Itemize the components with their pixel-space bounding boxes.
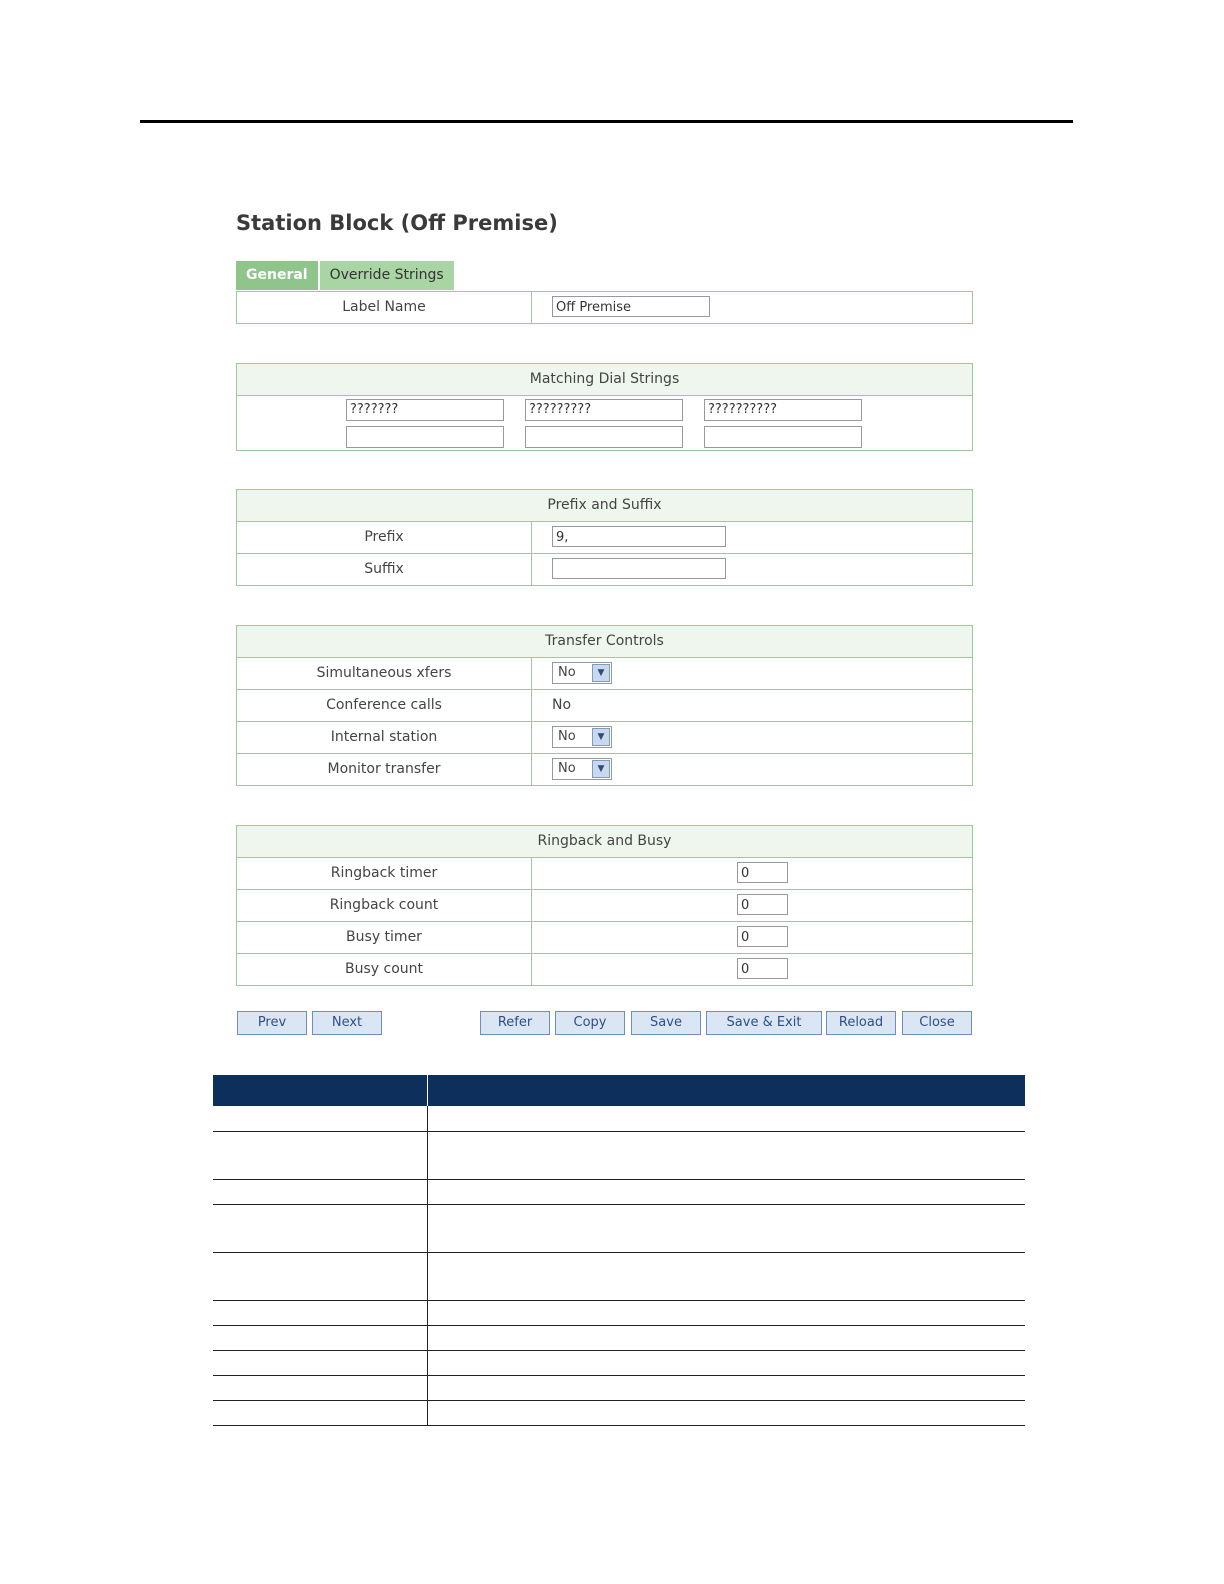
save-button[interactable]: Save bbox=[631, 1011, 701, 1035]
table-row bbox=[213, 1300, 1025, 1325]
monitor-transfer-select[interactable] bbox=[552, 758, 612, 780]
table-row bbox=[213, 1325, 1025, 1350]
prefix-suffix-header: Prefix and Suffix bbox=[237, 490, 972, 522]
monitor-transfer-label: Monitor transfer bbox=[237, 754, 532, 785]
chevron-down-icon[interactable]: ▼ bbox=[592, 760, 610, 778]
select-value: No bbox=[558, 761, 576, 776]
table-header-cell bbox=[428, 1075, 1026, 1106]
save-exit-button[interactable]: Save & Exit bbox=[706, 1011, 822, 1035]
table-header-row bbox=[213, 1075, 1025, 1106]
ringback-count-label: Ringback count bbox=[237, 890, 532, 921]
busy-timer-row bbox=[237, 922, 972, 954]
chevron-down-icon[interactable]: ▼ bbox=[592, 664, 610, 682]
ringback-count-row bbox=[237, 890, 972, 922]
simultaneous-xfers-select[interactable] bbox=[552, 662, 612, 684]
ringback-timer-label: Ringback timer bbox=[237, 858, 532, 889]
label-name-input[interactable]: Off Premise bbox=[552, 296, 710, 317]
select-value: No bbox=[558, 729, 576, 744]
table-row bbox=[213, 1204, 1025, 1252]
table-row bbox=[213, 1375, 1025, 1400]
screenshot-panel bbox=[230, 205, 985, 1045]
dial-string-input[interactable]: ??????? bbox=[346, 399, 504, 421]
matching-dial-strings-header: Matching Dial Strings bbox=[237, 364, 972, 396]
tab-bar bbox=[236, 261, 454, 290]
busy-count-row bbox=[237, 954, 972, 985]
dial-string-input[interactable] bbox=[525, 426, 683, 448]
conference-calls-label: Conference calls bbox=[237, 690, 532, 721]
select-value: No bbox=[558, 665, 576, 680]
reload-button[interactable]: Reload bbox=[826, 1011, 896, 1035]
simultaneous-xfers-row bbox=[237, 658, 972, 690]
top-rule bbox=[140, 120, 1073, 123]
label-name-section bbox=[236, 291, 973, 324]
busy-count-input[interactable]: 0 bbox=[737, 958, 788, 979]
prev-button[interactable]: Prev bbox=[237, 1011, 307, 1035]
internal-station-label: Internal station bbox=[237, 722, 532, 753]
chevron-down-icon[interactable]: ▼ bbox=[592, 728, 610, 746]
prefix-suffix-section bbox=[236, 489, 973, 586]
tab-override-strings[interactable]: Override Strings bbox=[320, 261, 454, 290]
conference-calls-row bbox=[237, 690, 972, 722]
table-row bbox=[213, 1106, 1025, 1131]
monitor-transfer-row bbox=[237, 754, 972, 785]
refer-button[interactable]: Refer bbox=[480, 1011, 550, 1035]
table-header-cell bbox=[213, 1075, 428, 1106]
ringback-timer-row bbox=[237, 858, 972, 890]
page-title: Station Block (Off Premise) bbox=[236, 211, 558, 235]
suffix-row bbox=[237, 554, 972, 585]
busy-timer-input[interactable]: 0 bbox=[737, 926, 788, 947]
ringback-count-input[interactable]: 0 bbox=[737, 894, 788, 915]
transfer-controls-header: Transfer Controls bbox=[237, 626, 972, 658]
busy-timer-label: Busy timer bbox=[237, 922, 532, 953]
prefix-input[interactable]: 9, bbox=[552, 526, 726, 547]
label-name-label: Label Name bbox=[237, 292, 532, 323]
matching-dial-strings-section bbox=[236, 363, 973, 451]
suffix-label: Suffix bbox=[237, 554, 532, 585]
simultaneous-xfers-label: Simultaneous xfers bbox=[237, 658, 532, 689]
table-row bbox=[213, 1179, 1025, 1204]
prefix-row bbox=[237, 522, 972, 554]
label-name-row bbox=[237, 292, 972, 323]
close-button[interactable]: Close bbox=[902, 1011, 972, 1035]
dial-string-input[interactable] bbox=[346, 426, 504, 448]
dial-string-input[interactable] bbox=[704, 426, 862, 448]
next-button[interactable]: Next bbox=[312, 1011, 382, 1035]
dial-string-input[interactable]: ????????? bbox=[525, 399, 683, 421]
table-row bbox=[213, 1131, 1025, 1179]
tab-general[interactable]: General bbox=[236, 261, 320, 290]
table-row bbox=[213, 1400, 1025, 1425]
reference-table bbox=[213, 1075, 1025, 1426]
internal-station-select[interactable] bbox=[552, 726, 612, 748]
ringback-timer-input[interactable]: 0 bbox=[737, 862, 788, 883]
ringback-busy-section bbox=[236, 825, 973, 986]
suffix-input[interactable] bbox=[552, 558, 726, 579]
busy-count-label: Busy count bbox=[237, 954, 532, 985]
copy-button[interactable]: Copy bbox=[555, 1011, 625, 1035]
dial-string-input[interactable]: ?????????? bbox=[704, 399, 862, 421]
conference-calls-value: No bbox=[552, 697, 572, 713]
transfer-controls-section bbox=[236, 625, 973, 786]
internal-station-row bbox=[237, 722, 972, 754]
ringback-busy-header: Ringback and Busy bbox=[237, 826, 972, 858]
table-row bbox=[213, 1350, 1025, 1375]
prefix-label: Prefix bbox=[237, 522, 532, 553]
table-row bbox=[213, 1252, 1025, 1300]
